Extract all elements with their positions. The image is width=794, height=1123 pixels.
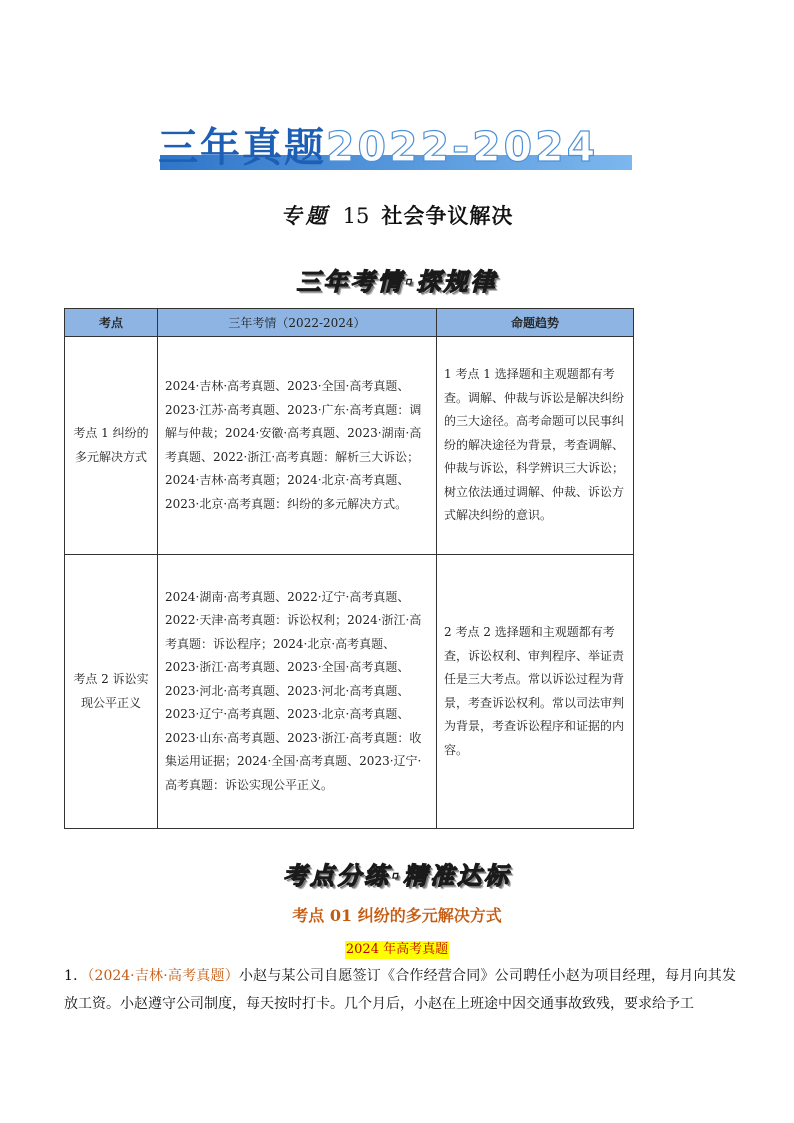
question-number: 1． [64, 968, 88, 984]
subject-number: 15 [342, 204, 370, 228]
table-header-row [65, 309, 634, 337]
year-tag: 2024 年高考真题 [345, 942, 449, 957]
history-cell: 2024·湖南·高考真题、2022·辽宁·高考真题、2022·天津·高考真题：诉讼权利；2024·浙江·高考真题：诉讼程序；2024·北京·高考真题、2023·浙江·高考真题、2023·全国·高考真题、2023·河北·高考真题、2023·河北·高考真题、2023·辽宁·高考真题、2023·北京·高考真题、2023·山东·高考真题、2023·浙江·高考真题：收集运用证据；2024·全国·高考真题、2023·辽宁·高考真题：诉讼实现公平正义。 [158, 555, 437, 829]
banner-title: 三年真题 [158, 125, 326, 171]
header-banner [158, 118, 634, 176]
trend-cell: 2 考点 2 选择题和主观题都有考查，诉讼权利、审判程序、举证责任是三大考点。常以诉讼过程为背景，考查诉讼权利。常以司法审判为背景，考查诉讼程序和证据的内容。 [437, 555, 634, 829]
question-text: 小赵与某公司自愿签订《合作经营合同》公司聘任小赵为项目经理，每月向其发放工资。小赵遵守公司制度，每天按时打卡。几个月后，小赵在上班途中因交通事故致残，要求给予工 [64, 968, 736, 1012]
subject-prefix: 专题 [280, 203, 331, 228]
column-header-trend: 命题趋势 [437, 309, 634, 337]
question-source: （2024·吉林·高考真题） [87, 968, 239, 984]
column-header-history: 三年考情（2022-2024） [158, 309, 437, 337]
column-header-topic: 考点 [65, 309, 158, 337]
topic-cell: 考点 2 诉讼实现公平正义 [65, 555, 158, 829]
banner-years: 2022-2024 [326, 123, 599, 171]
history-cell: 2024·吉林·高考真题、2023·全国·高考真题、2023·江苏·高考真题、2023·广东·高考真题：调解与仲裁；2024·安徽·高考真题、2023·湖南·高考真题、2022·浙江·高考真题：解析三大诉讼；2024·吉林·高考真题；2024·北京·高考真题、2023·北京·高考真题：纠纷的多元解决方式。 [158, 337, 437, 555]
table-row [65, 337, 634, 555]
year-tag-row [0, 938, 794, 959]
table-row [65, 555, 634, 829]
banner-text [158, 118, 598, 185]
topic-cell: 考点 1 纠纷的多元解决方式 [65, 337, 158, 555]
section-badge-practice: 考点分练·精准达标 [282, 862, 512, 890]
section-badge-analysis: 三年考情·探规律 [296, 268, 498, 296]
trend-cell: 1 考点 1 选择题和主观题都有考查。调解、仲裁与诉讼是解决纠纷的三大途径。高考命题可以民事纠纷的解决途径为背景，考查调解、仲裁与诉讼，科学辨识三大诉讼；树立依法通过调解、仲裁、诉讼方式解决纠纷的意识。 [437, 337, 634, 555]
question-1 [64, 962, 736, 1018]
subject-title [0, 200, 794, 230]
exam-analysis-table [64, 308, 634, 829]
subject-name: 社会争议解决 [381, 203, 514, 228]
point-title: 考点 01 纠纷的多元解决方式 [292, 906, 502, 925]
